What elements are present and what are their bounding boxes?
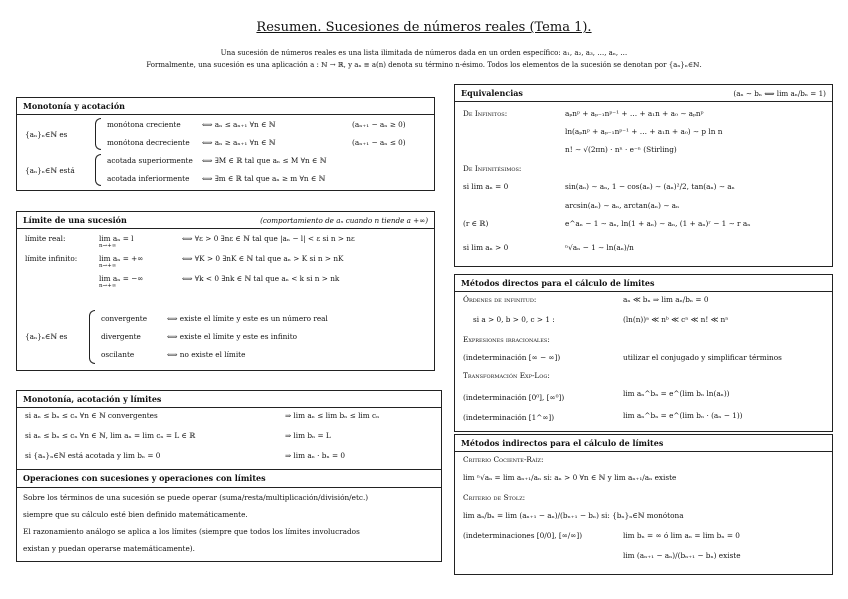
acot-lim-res: ⇒ lim bₙ = L (285, 431, 331, 440)
limite-type: convergente (101, 314, 148, 323)
operaciones-text: El razonamiento análogo se aplica a los límites (siempre que todos los límites involucrados (23, 527, 360, 536)
acot-lim-header: Monotonía, acotación y límites (17, 391, 441, 408)
monotonia-row: acotada inferiormente (107, 174, 190, 183)
indirectos-cr-label: Criterio Cociente-Raíz: (463, 455, 544, 464)
equiv-infs-cond: si lim aₙ > 0 (463, 243, 509, 252)
acot-lim-cond: si aₙ ≤ bₙ ≤ cₙ ∀n ∈ ℕ convergentes (25, 411, 158, 420)
operaciones-text: Sobre los términos de una sucesión se puede operar (suma/resta/multiplicación/división/etc.) (23, 493, 369, 502)
monotonia-def: ⟺ aₙ ≥ aₙ₊₁ ∀n ∈ ℕ (202, 138, 276, 147)
limite-type: oscilante (101, 350, 135, 359)
equiv-inf-row: ln(aₚnᵖ + aₚ₋₁nᵖ⁻¹ + … + a₁n + a₀) ∼ p ln n (565, 127, 723, 136)
directos-header: Métodos directos para el cálculo de límites (455, 275, 832, 292)
directos-exp-expr: lim aₙ^bₙ = e^(lim bₙ ln(aₙ)) (623, 389, 730, 398)
limite-def: ⟺ ∀ε > 0 ∃nε ∈ ℕ tal que |aₙ − l| < ε si n > nε (182, 234, 355, 243)
monotonia-note: (aₙ₊₁ − aₙ ≥ 0) (352, 120, 406, 129)
limite-header: Límite de una sucesión (comportamiento de aₙ cuando n tiende a +∞) (17, 212, 434, 229)
indirectos-st-c2: lim (aₙ₊₁ − aₙ)/(bₙ₊₁ − bₙ) existe (623, 551, 741, 560)
monotonia-def: ⟺ aₙ ≤ aₙ₊₁ ∀n ∈ ℕ (202, 120, 276, 129)
intro-line-1: Una sucesión de números reales es una lista ilimitada de números dada en un orden específico: a₁, a₂, a₃, …, aₙ, … (220, 49, 628, 57)
indirectos-st-cond: (indeterminaciones [0/0], [∞/∞]) (463, 531, 583, 540)
operaciones-text: existan y puedan operarse matemáticamente). (23, 544, 195, 553)
monotonia-lhs-2: {aₙ}ₙ∈ℕ está (25, 166, 75, 175)
brace (95, 118, 101, 150)
directos-exp-label: Transformación Exp-Log: (463, 371, 550, 380)
page-title: Resumen. Sucesiones de números reales (Tema 1). (256, 20, 592, 35)
acot-lim-res: ⇒ lim aₙ · bₙ = 0 (285, 451, 346, 460)
equiv-header: Equivalencias (aₙ ∼ bₙ ⟺ lim aₙ/bₙ = 1) (455, 85, 832, 102)
equiv-infs-expr: arcsin(aₙ) ∼ aₙ, arctan(aₙ) ∼ aₙ (565, 201, 680, 210)
equiv-infs-expr: e^aₙ − 1 ∼ aₙ, ln(1 + aₙ) ∼ aₙ, (1 + aₙ)ʳ − 1 ∼ r aₙ (565, 219, 751, 228)
indirectos-st-c1: lim bₙ = ∞ ó lim aₙ = lim bₙ = 0 (623, 531, 740, 540)
directos-irr-expr: utilizar el conjugado y simplificar términos (623, 353, 782, 362)
directos-exp-cond: (indeterminación [1^∞]) (463, 413, 555, 422)
indirectos-box (454, 434, 833, 575)
limite-lim: lim aₙ = −∞ (99, 274, 144, 283)
limite-sub: n→+∞ (99, 283, 117, 289)
brace (95, 154, 101, 186)
limite-label: límite infinito: (25, 254, 78, 263)
limite-label: límite real: (25, 234, 66, 243)
equiv-infs-expr: sin(aₙ) ∼ aₙ, 1 − cos(aₙ) ∼ (aₙ)²/2, tan(aₙ) ∼ aₙ (565, 182, 735, 191)
limite-def: ⟺ ∀K > 0 ∃nK ∈ ℕ tal que aₙ > K si n > nK (182, 254, 344, 263)
indirectos-st-expr: lim aₙ/bₙ = lim (aₙ₊₁ − aₙ)/(bₙ₊₁ − bₙ) si: {bₙ}ₙ∈ℕ monótona (463, 511, 684, 520)
limite-types-lhs: {aₙ}ₙ∈ℕ es (25, 332, 68, 341)
directos-irr-label: Expresiones irracionales: (463, 335, 550, 344)
limite-lim: lim aₙ = l (99, 234, 134, 243)
monotonia-def: ⟺ ∃M ∈ ℝ tal que aₙ ≤ M ∀n ∈ ℕ (202, 156, 327, 165)
equiv-inf-row: n! ∼ √(2πn) · nⁿ · e⁻ⁿ (Stirling) (565, 145, 677, 154)
indirectos-cr-expr: lim ⁿ√aₙ = lim aₙ₊₁/aₙ si: aₙ > 0 ∀n ∈ ℕ y lim aₙ₊₁/aₙ existe (463, 473, 677, 482)
limite-sub: n→+∞ (99, 243, 117, 249)
directos-exp-expr: lim aₙ^bₙ = e^(lim bₙ · (aₙ − 1)) (623, 411, 743, 420)
directos-ord-expr: aₙ ≪ bₙ ⇒ lim aₙ/bₙ = 0 (623, 295, 709, 304)
directos-ord-cond: si a > 0, b > 0, c > 1 : (473, 315, 555, 324)
limite-type: divergente (101, 332, 141, 341)
limite-sub: n→+∞ (99, 263, 117, 269)
monotonia-header: Monotonía y acotación (17, 98, 434, 115)
equiv-infs-cond: si lim aₙ = 0 (463, 182, 509, 191)
monotonia-row: monótona decreciente (107, 138, 190, 147)
intro-line-2: Formalmente, una sucesión es una aplicación a : ℕ → ℝ, y aₙ ≡ a(n) denota su término n-ésimo. Todos los elementos de la sucesión se denotan por {aₙ}ₙ∈ℕ. (146, 61, 702, 69)
acot-lim-cond: si {aₙ}ₙ∈ℕ está acotada y lim bₙ = 0 (25, 451, 161, 460)
limite-box (16, 211, 435, 371)
indirectos-header: Métodos indirectos para el cálculo de límites (455, 435, 832, 452)
acot-lim-box (16, 390, 442, 562)
equiv-infs-cond: (r ∈ ℝ) (463, 219, 489, 228)
equiv-inf-row: aₚnᵖ + aₚ₋₁nᵖ⁻¹ + … + a₁n + a₀ ∼ aₚnᵖ (565, 109, 704, 118)
equiv-inf-label: De Infinitos: (463, 109, 508, 118)
equiv-box (454, 84, 833, 267)
brace (89, 310, 95, 364)
monotonia-row: monótona creciente (107, 120, 181, 129)
directos-ord-label: Órdenes de infinitud: (463, 295, 537, 304)
directos-box (454, 274, 833, 432)
indirectos-st-label: Criterio de Stolz: (463, 493, 526, 502)
monotonia-box (16, 97, 435, 191)
monotonia-note: (aₙ₊₁ − aₙ ≤ 0) (352, 138, 406, 147)
limite-def: ⟺ ∀k < 0 ∃nk ∈ ℕ tal que aₙ < k si n > nk (182, 274, 340, 283)
monotonia-lhs-1: {aₙ}ₙ∈ℕ es (25, 130, 68, 139)
acot-lim-cond: si aₙ ≤ bₙ ≤ cₙ ∀n ∈ ℕ, lim aₙ = lim cₙ = L ∈ ℝ (25, 431, 196, 440)
acot-lim-res: ⇒ lim aₙ ≤ lim bₙ ≤ lim cₙ (285, 411, 380, 420)
operaciones-header: Operaciones con sucesiones y operaciones con límites (23, 473, 266, 483)
equiv-infs-expr: ⁿ√aₙ − 1 ∼ ln(aₙ)/n (565, 243, 634, 252)
monotonia-row: acotada superiormente (107, 156, 193, 165)
directos-exp-cond: (indeterminación [0⁰], [∞⁰]) (463, 393, 565, 402)
operaciones-text: siempre que su cálculo esté bien definido matemáticamente. (23, 510, 248, 519)
equiv-infs-label: De Infinitésimos: (463, 164, 522, 173)
limite-type-def: ⟺ no existe el límite (167, 350, 246, 359)
limite-type-def: ⟺ existe el límite y este es un número real (167, 314, 328, 323)
limite-lim: lim aₙ = +∞ (99, 254, 144, 263)
limite-type-def: ⟺ existe el límite y este es infinito (167, 332, 298, 341)
directos-ord-chain: (ln(n))ᵃ ≪ nᵇ ≪ cⁿ ≪ n! ≪ nⁿ (623, 315, 729, 324)
monotonia-def: ⟺ ∃m ∈ ℝ tal que aₙ ≥ m ∀n ∈ ℕ (202, 174, 326, 183)
directos-irr-cond: (indeterminación [∞ − ∞]) (463, 353, 561, 362)
